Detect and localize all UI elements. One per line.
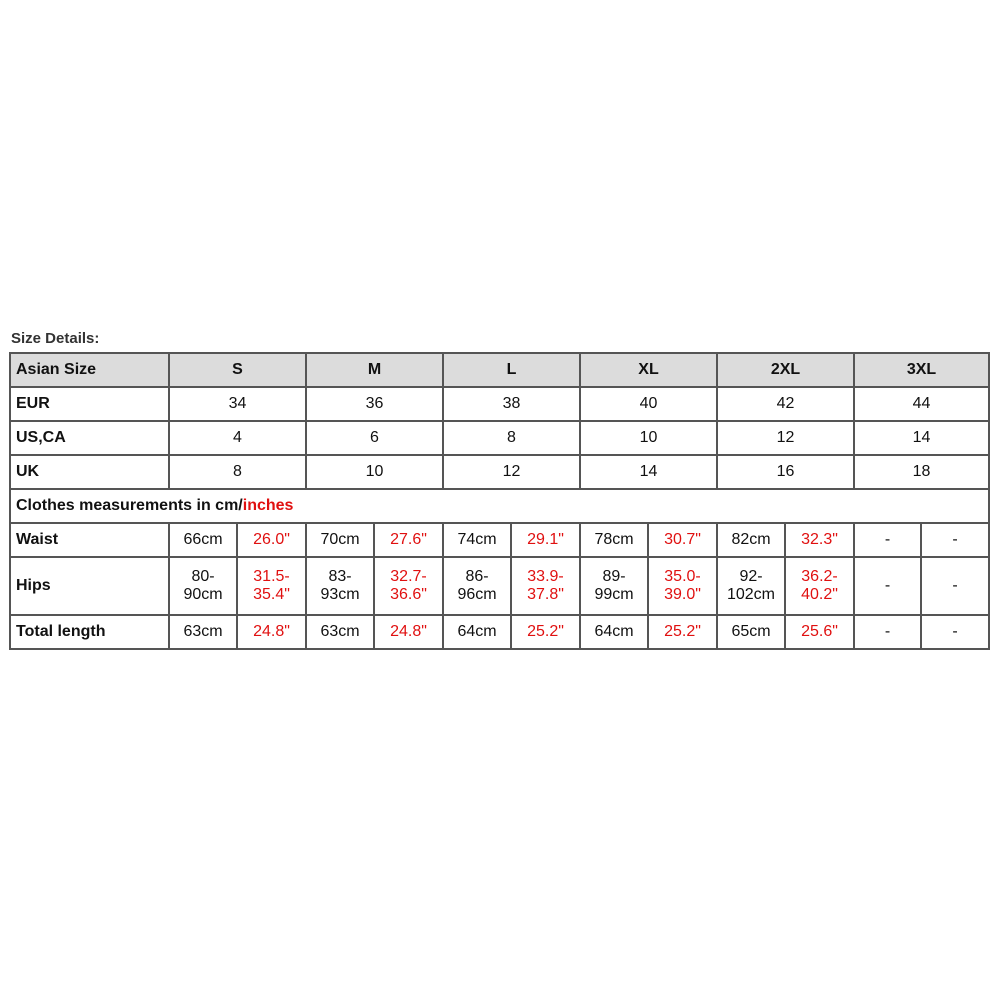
- cm-value: 63cm: [169, 615, 237, 649]
- inch-value: 30.7": [648, 523, 717, 557]
- cm-value-line: 92-: [739, 568, 763, 585]
- measurements-title: [10, 489, 989, 523]
- cm-value: -: [854, 523, 921, 557]
- row-label: UK: [10, 455, 169, 489]
- inch-value: 25.6": [785, 615, 854, 649]
- size-value: 6: [306, 421, 443, 455]
- inch-value-line: 40.2": [801, 586, 838, 603]
- size-value: 10: [306, 455, 443, 489]
- row-label: Waist: [10, 523, 169, 557]
- size-value: 36: [306, 387, 443, 421]
- size-value: 38: [443, 387, 580, 421]
- inch-value: [374, 557, 443, 615]
- inch-value: 27.6": [374, 523, 443, 557]
- inch-value-line: 35.0-: [664, 568, 701, 585]
- size-header-2xl: 2XL: [717, 353, 854, 387]
- size-row-uk: [10, 455, 989, 489]
- size-value: 16: [717, 455, 854, 489]
- cm-value: 70cm: [306, 523, 374, 557]
- inch-value: 26.0": [237, 523, 306, 557]
- inch-value: 24.8": [374, 615, 443, 649]
- inch-value-line: 36.6": [390, 586, 427, 603]
- inch-value-line: 36.2-: [801, 568, 838, 585]
- row-label: EUR: [10, 387, 169, 421]
- inch-value: [785, 557, 854, 615]
- asian-size-label: Asian Size: [10, 353, 169, 387]
- inch-value: [237, 557, 306, 615]
- size-value: 12: [717, 421, 854, 455]
- cm-value-line: 90cm: [183, 586, 223, 603]
- size-header-xl: XL: [580, 353, 717, 387]
- inch-value: -: [921, 523, 989, 557]
- size-value: 14: [580, 455, 717, 489]
- cm-value: 64cm: [580, 615, 648, 649]
- inch-value: -: [921, 615, 989, 649]
- inch-value: 25.2": [511, 615, 580, 649]
- size-value: 8: [169, 455, 306, 489]
- cm-value-line: 99cm: [594, 586, 634, 603]
- size-value: 40: [580, 387, 717, 421]
- measurements-title-prefix: Clothes measurements in cm/: [16, 497, 243, 514]
- size-details-caption: Size Details:: [11, 330, 100, 347]
- size-value: 44: [854, 387, 989, 421]
- inch-value-line: 35.4": [253, 586, 290, 603]
- cm-value-line: 80-: [191, 568, 215, 585]
- measure-row-waist: [10, 523, 989, 557]
- size-header-m: M: [306, 353, 443, 387]
- row-label: US,CA: [10, 421, 169, 455]
- size-header-s: S: [169, 353, 306, 387]
- measure-row-total-length: [10, 615, 989, 649]
- cm-value-line: 96cm: [457, 586, 497, 603]
- row-label: Total length: [10, 615, 169, 649]
- cm-value: 74cm: [443, 523, 511, 557]
- cm-value: [169, 557, 237, 615]
- inch-value-line: -: [952, 577, 958, 594]
- measurements-title-highlight: inches: [242, 497, 294, 514]
- inch-value: 29.1": [511, 523, 580, 557]
- size-value: 10: [580, 421, 717, 455]
- inch-value: 24.8": [237, 615, 306, 649]
- cm-value: [443, 557, 511, 615]
- header-row: [10, 353, 989, 387]
- size-header-l: L: [443, 353, 580, 387]
- cm-value: 82cm: [717, 523, 785, 557]
- cm-value: 65cm: [717, 615, 785, 649]
- inch-value-line: 39.0": [664, 586, 701, 603]
- size-value: 42: [717, 387, 854, 421]
- inch-value-line: 37.8": [527, 586, 564, 603]
- cm-value: 64cm: [443, 615, 511, 649]
- row-label: Hips: [10, 557, 169, 615]
- size-row-eur: [10, 387, 989, 421]
- cm-value-line: 86-: [465, 568, 489, 585]
- cm-value-line: 89-: [602, 568, 626, 585]
- cm-value: 78cm: [580, 523, 648, 557]
- cm-value: [854, 557, 921, 615]
- cm-value-line: 93cm: [320, 586, 360, 603]
- cm-value-line: 83-: [328, 568, 352, 585]
- measure-row-hips: [10, 557, 989, 615]
- cm-value: [580, 557, 648, 615]
- cm-value-line: 102cm: [726, 586, 776, 603]
- size-header-3xl: 3XL: [854, 353, 989, 387]
- inch-value-line: 31.5-: [253, 568, 290, 585]
- inch-value: [648, 557, 717, 615]
- cm-value: [306, 557, 374, 615]
- inch-value: [921, 557, 989, 615]
- inch-value-line: 32.7-: [390, 568, 427, 585]
- cm-value: [717, 557, 785, 615]
- size-value: 4: [169, 421, 306, 455]
- measurements-title-row: [10, 489, 989, 523]
- inch-value-line: 33.9-: [527, 568, 564, 585]
- size-value: 18: [854, 455, 989, 489]
- size-value: 14: [854, 421, 989, 455]
- size-row-us-ca: [10, 421, 989, 455]
- inch-value: [511, 557, 580, 615]
- cm-value: 63cm: [306, 615, 374, 649]
- size-value: 12: [443, 455, 580, 489]
- cm-value: 66cm: [169, 523, 237, 557]
- cm-value: -: [854, 615, 921, 649]
- size-chart-table: [9, 352, 990, 650]
- cm-value-line: -: [884, 577, 891, 594]
- inch-value: 25.2": [648, 615, 717, 649]
- size-value: 8: [443, 421, 580, 455]
- inch-value: 32.3": [785, 523, 854, 557]
- size-value: 34: [169, 387, 306, 421]
